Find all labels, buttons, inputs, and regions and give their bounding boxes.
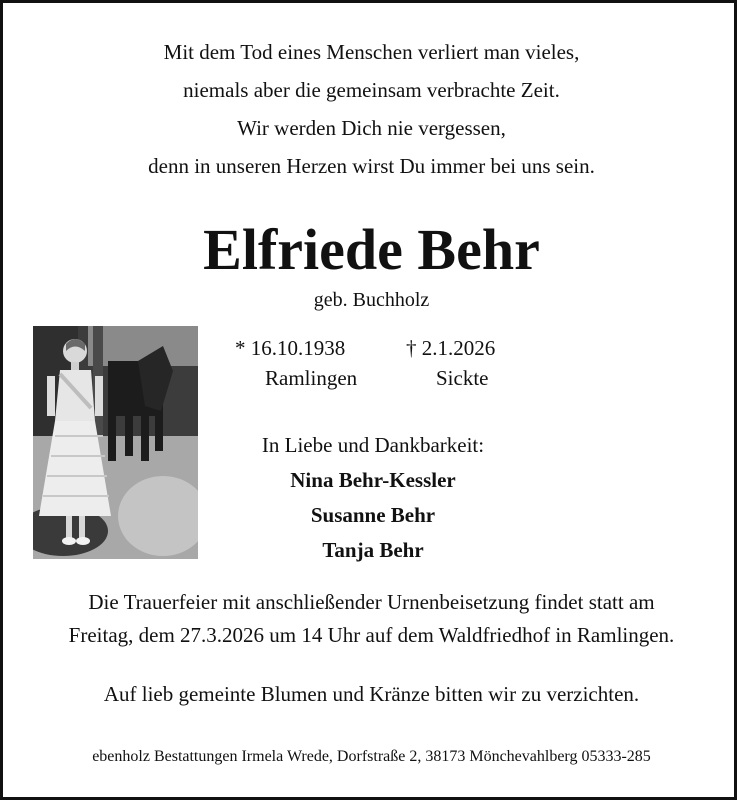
- funeral-service-info: [3, 586, 737, 652]
- mourner-name: Susanne Behr: [310, 503, 436, 527]
- funeral-home-footer: ebenholz Bestattungen Irmela Wrede, Dorfstraße 2, 38173 Mönchevahlberg 05333-285: [92, 748, 651, 765]
- birth-date: * 16.10.1938: [235, 336, 346, 360]
- death-info: [406, 333, 495, 393]
- service-line: Die Trauerfeier mit anschließender Urnenbeisetzung findet statt am: [88, 590, 655, 614]
- mourner-name: Tanja Behr: [322, 538, 424, 562]
- mourners-block: [233, 428, 513, 568]
- verse-line: niemals aber die gemeinsam verbrachte Zeit.: [183, 78, 560, 102]
- birth-info: [235, 333, 357, 393]
- birth-name: geb. Buchholz: [313, 289, 430, 311]
- death-date: † 2.1.2026: [406, 336, 496, 360]
- birth-place: Ramlingen: [265, 366, 358, 390]
- memorial-verse: [3, 33, 737, 185]
- deceased-name: Elfriede Behr: [203, 217, 540, 282]
- portrait-photo-icon: [33, 326, 198, 559]
- flowers-note: Auf lieb gemeinte Blumen und Kränze bitten wir zu verzichten.: [103, 682, 640, 706]
- death-place: Sickte: [436, 366, 489, 390]
- verse-line: denn in unseren Herzen wirst Du immer bei uns sein.: [148, 154, 595, 178]
- mourner-name: Nina Behr-Kessler: [290, 468, 456, 492]
- mourners-intro: In Liebe und Dankbarkeit:: [261, 433, 485, 457]
- service-line: Freitag, dem 27.3.2026 um 14 Uhr auf dem Waldfriedhof in Ramlingen.: [68, 623, 675, 647]
- verse-line: Wir werden Dich nie vergessen,: [237, 116, 506, 140]
- verse-line: Mit dem Tod eines Menschen verliert man vieles,: [163, 40, 580, 64]
